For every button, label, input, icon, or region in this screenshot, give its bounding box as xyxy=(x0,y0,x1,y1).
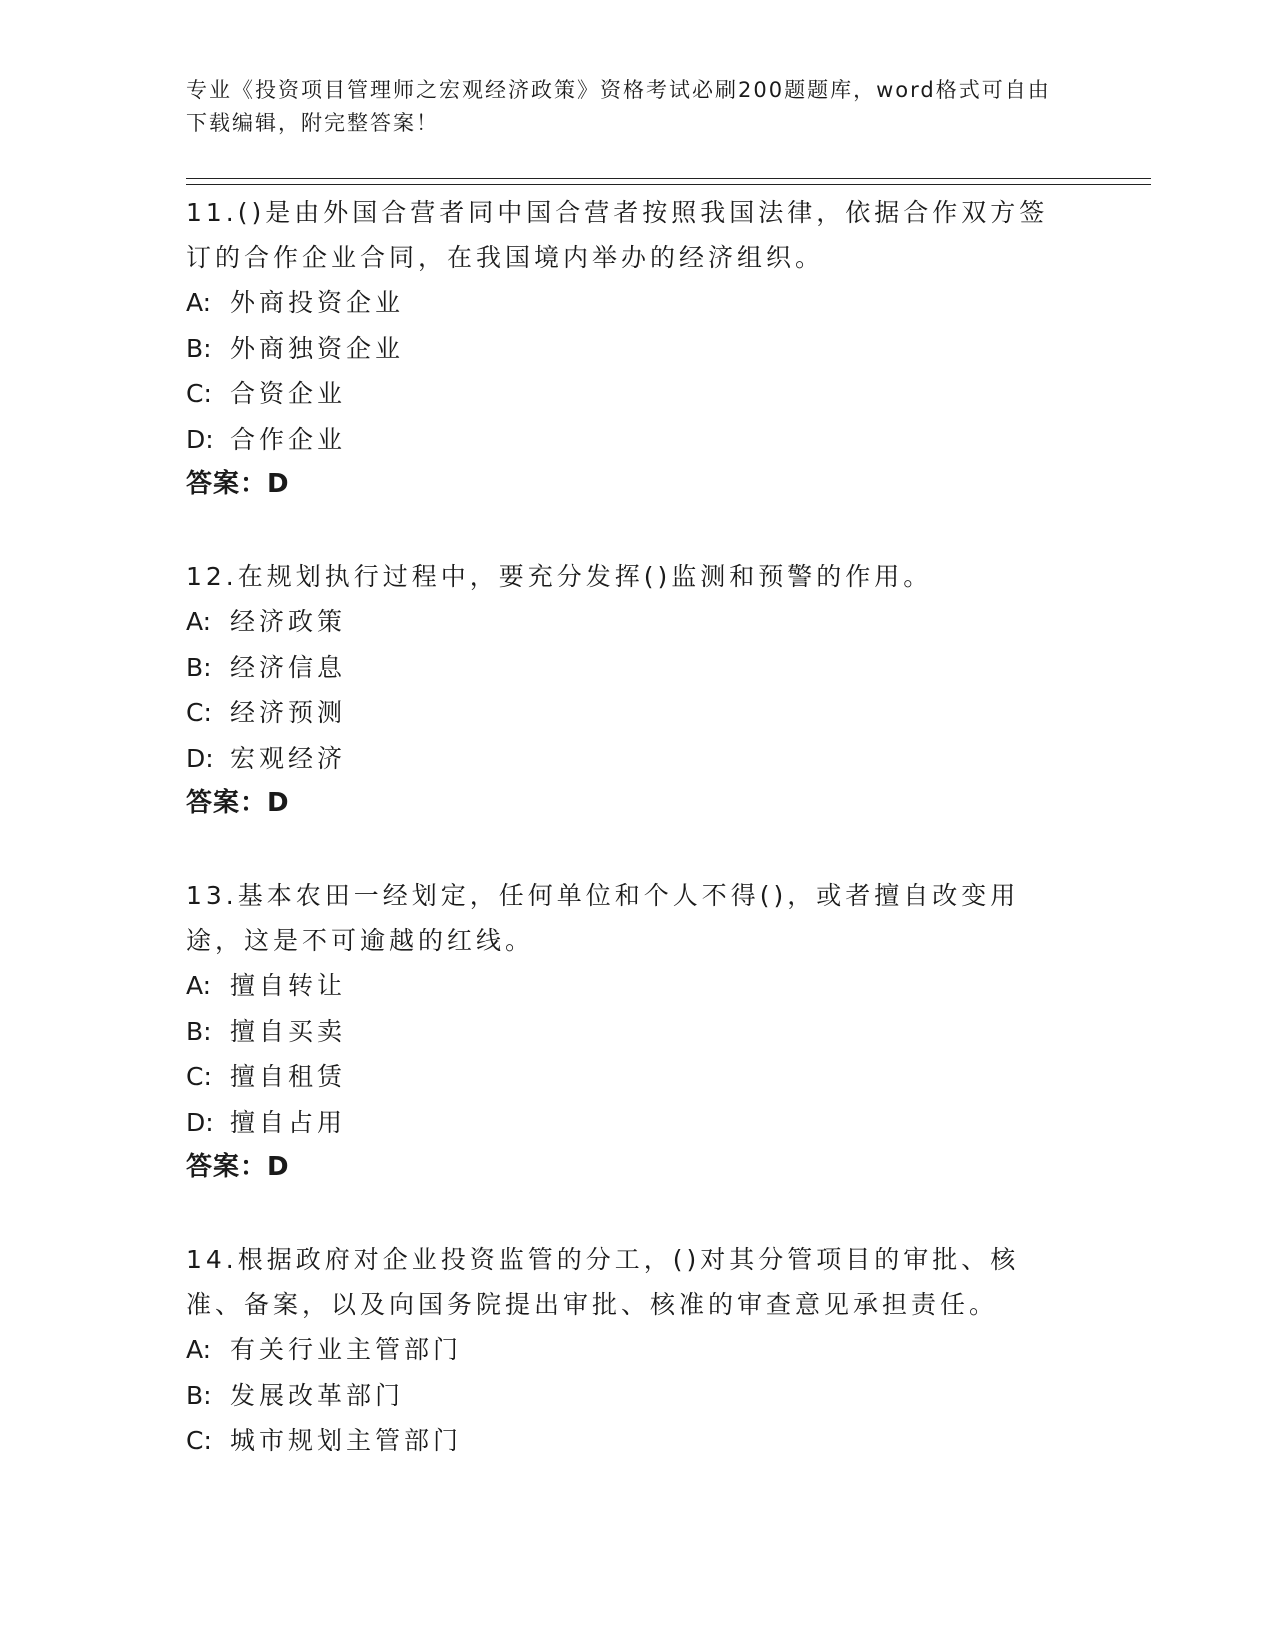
question-list xyxy=(186,190,1076,1511)
header-divider-top xyxy=(186,178,1151,179)
option-text: 外商投资企业 xyxy=(230,288,405,317)
option-d xyxy=(186,736,1076,782)
option-a xyxy=(186,963,1076,1009)
option-text: 擅自买卖 xyxy=(230,1016,347,1046)
option-c xyxy=(186,1054,1076,1100)
option-letter: B: xyxy=(186,1016,212,1046)
option-a xyxy=(186,1327,1076,1373)
option-b xyxy=(186,326,1076,372)
option-letter: A: xyxy=(186,971,212,1000)
option-b xyxy=(186,1373,1076,1419)
option-b xyxy=(186,1009,1076,1055)
option-text: 发展改革部门 xyxy=(230,1380,405,1410)
option-b xyxy=(186,645,1076,691)
question-12 xyxy=(186,554,1076,826)
option-letter: C: xyxy=(186,1426,212,1455)
option-text: 宏观经济 xyxy=(230,743,347,773)
option-d xyxy=(186,417,1076,463)
option-letter: B: xyxy=(186,1380,212,1410)
option-letter: D: xyxy=(186,424,214,454)
question-stem: 12.在规划执行过程中，要充分发挥()监测和预警的作用。 xyxy=(186,562,933,591)
question-stem: 14.根据政府对企业投资监管的分工，()对其分管项目的审批、核准、备案，以及向国务院提出审批、核准的审查意见承担责任。 xyxy=(186,1245,1020,1319)
question-13 xyxy=(186,873,1076,1190)
option-c xyxy=(186,1418,1076,1464)
answer-line: 答案：D xyxy=(186,788,290,818)
question-14 xyxy=(186,1237,1076,1464)
option-text: 有关行业主管部门 xyxy=(230,1335,463,1364)
option-text: 擅自租赁 xyxy=(230,1062,347,1091)
question-11 xyxy=(186,190,1076,507)
option-a xyxy=(186,280,1076,326)
option-text: 城市规划主管部门 xyxy=(230,1426,463,1455)
option-text: 外商独资企业 xyxy=(230,333,405,363)
option-letter: C: xyxy=(186,379,212,408)
option-a xyxy=(186,599,1076,645)
answer-line: 答案：D xyxy=(186,469,290,499)
option-letter: A: xyxy=(186,288,212,317)
option-letter: C: xyxy=(186,698,212,727)
option-letter: C: xyxy=(186,1062,212,1091)
answer-line: 答案：D xyxy=(186,1152,290,1182)
option-letter: A: xyxy=(186,1335,212,1364)
option-letter: D: xyxy=(186,743,214,773)
option-text: 经济信息 xyxy=(230,652,347,682)
option-c xyxy=(186,690,1076,736)
option-d xyxy=(186,1100,1076,1146)
option-text: 经济预测 xyxy=(230,698,347,727)
option-letter: A: xyxy=(186,607,212,636)
option-letter: D: xyxy=(186,1107,214,1137)
header-divider-bottom xyxy=(186,184,1151,185)
option-letter: B: xyxy=(186,652,212,682)
option-letter: B: xyxy=(186,333,212,363)
question-stem: 11.()是由外国合营者同中国合营者按照我国法律，依据合作双方签订的合作企业合同，在我国境内举办的经济组织。 xyxy=(186,198,1049,272)
option-text: 经济政策 xyxy=(230,607,347,636)
option-text: 擅自转让 xyxy=(230,971,347,1000)
option-c xyxy=(186,371,1076,417)
option-text: 合作企业 xyxy=(230,424,347,454)
document-header: 专业《投资项目管理师之宏观经济政策》资格考试必刷200题题库，word格式可自由下载编辑，附完整答案！ xyxy=(186,78,1051,135)
option-text: 合资企业 xyxy=(230,379,347,408)
question-stem: 13.基本农田一经划定，任何单位和个人不得()，或者擅自改变用途，这是不可逾越的红线。 xyxy=(186,881,1020,955)
option-text: 擅自占用 xyxy=(230,1107,347,1137)
